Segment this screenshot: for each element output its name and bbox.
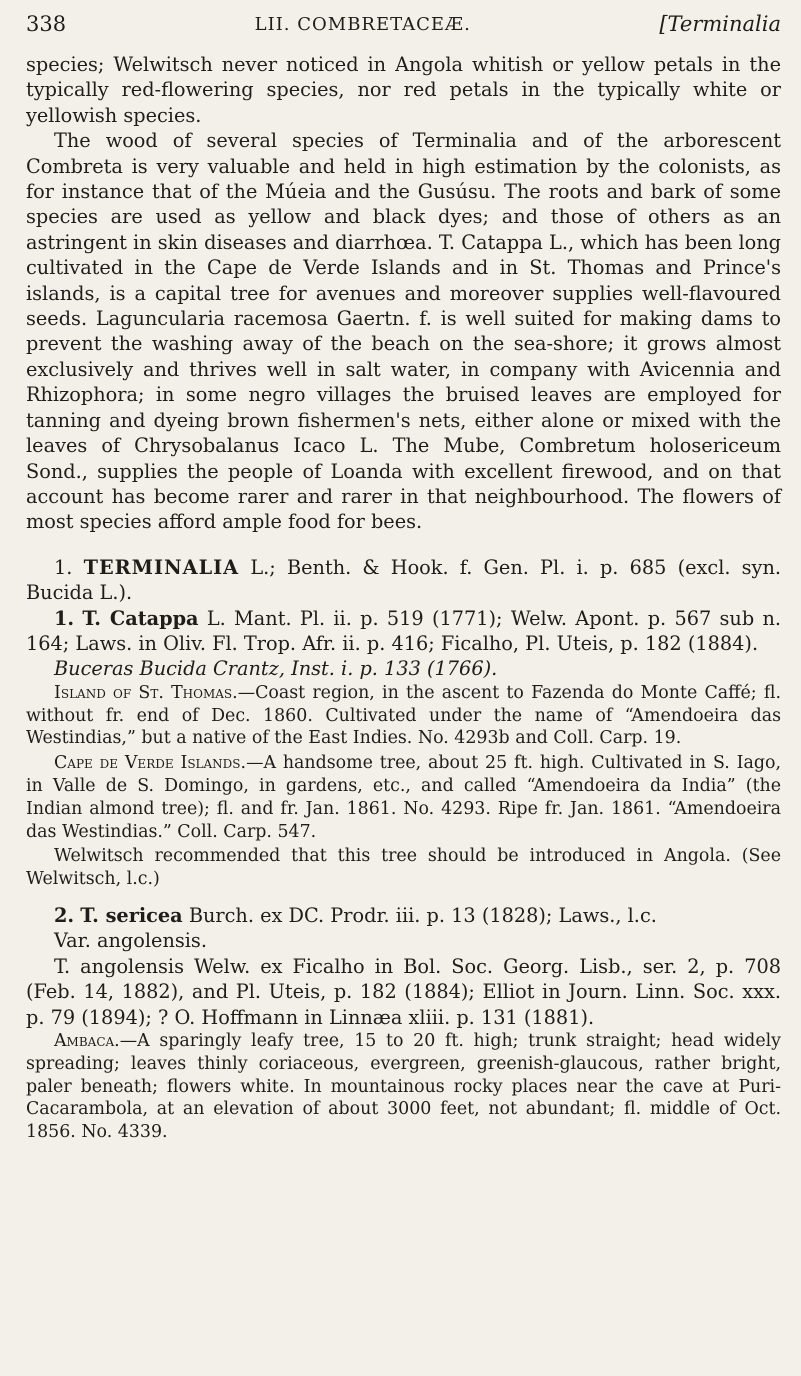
genus-number: 1. — [54, 555, 73, 579]
page-body — [26, 52, 781, 1146]
species-1-synonym: Buceras Bucida Crantz, Inst. i. p. 133 (1766). — [54, 657, 498, 681]
genus-name: TERMINALIA — [83, 555, 240, 579]
locality-label: Island of St. Thomas. — [54, 682, 238, 703]
locality-ambaca — [26, 1030, 781, 1144]
locality-text: —A sparingly leafy tree, 15 to 20 ft. high; trunk straight; head widely spreading; leaves thinly coriaceous, evergreen, greenish-glaucous, rather bright, paler beneath; flowers white. In mountainous rocky places near the cave at Puri-Cacarambola, at an elevation of about 3000 feet, not abundant; fl. middle of Oct. 1856. No. 4339. — [26, 1030, 781, 1143]
species-2-synonym: T. angolensis Welw. ex Ficalho in Bol. Soc. Georg. Lisb., ser. 2, p. 708 (Feb. 14, 1882), and Pl. Uteis, p. 182 (1884); Elliot in Journ. Linn. Soc. xxx. p. 79 (1894); ? O. Hoffmann in Linnæa xliii. p. 131 (1881). — [26, 954, 781, 1029]
species-1-heading — [26, 606, 781, 657]
locality-text: —Coast region, in the ascent to Fazenda do Monte Caffé; fl. without fr. end of Dec. 1860. Cultivated under the name of “Amendoeira das Westindias,” but a native of the East Indies. No. 4293b and Coll. Carp. 19. — [26, 682, 781, 749]
species-1-number: 1. — [54, 606, 75, 630]
page-header — [26, 2, 781, 46]
species-2-number: 2. — [54, 903, 75, 927]
running-genus: [Terminalia — [659, 12, 781, 36]
genus-entry — [26, 555, 781, 606]
species-2-citation: Burch. ex DC. Prodr. iii. p. 13 (1828); Laws., l.c. — [188, 903, 657, 927]
species-2-localities — [26, 1030, 781, 1144]
page-number: 338 — [26, 12, 67, 36]
locality-st-thomas — [26, 682, 781, 750]
species-1-citation: L. Mant. Pl. ii. p. 519 (1771); Welw. Apont. p. 567 sub n. 164; Laws. in Oliv. Fl. Trop. Afr. ii. p. 416; Ficalho, Pl. Uteis, p. 182 (1884). — [26, 606, 781, 655]
species-1-localities — [26, 682, 781, 891]
locality-label: Ambaca. — [54, 1030, 120, 1051]
species-2-heading — [26, 903, 781, 928]
locality-cape-verde — [26, 752, 781, 843]
locality-text: —A handsome tree, about 25 ft. high. Cultivated in S. Iago, in Valle de S. Domingo, in gardens, etc., and called “Amendoeira da India” (the Indian almond tree); fl. and fr. Jan. 1861. No. 4293. Ripe fr. Jan. 1861. “Amendoeira das Westindias.” Coll. Carp. 547. — [26, 753, 781, 842]
species-1-note: Welwitsch recommended that this tree should be introduced in Angola. (See Welwitsch, l.c.) — [26, 846, 781, 890]
locality-label: Cape de Verde Islands. — [54, 753, 247, 774]
intro-paragraph-2: The wood of several species of Terminalia and of the arborescent Combreta is very valuable and held in high estimation by the colonists, as for instance that of the Múeia and the Gusúsu. The roots and bark of some species are used as yellow and black dyes; and those of others as an astringent in skin diseases and diarrhœa. T. Catappa L., which has been long cultivated in the Cape de Verde Islands and in St. Thomas and Prince's islands, is a capital tree for avenues and moreover supplies well-flavoured seeds. Laguncularia racemosa Gaertn. f. is well suited for making dams to prevent the washing away of the beach on the sea-shore; it grows almost exclusively and thrives well in salt water, in company with Avicennia and Rhizophora; in some negro villages the bruised leaves are employed for tanning and dyeing brown fishermen's nets, either alone or mixed with the leaves of Chrysobalanus Icaco L. The Mube, Combretum holosericeum Sond., supplies the people of Loanda with excellent firewood, and on that account has become rarer and rarer in that neighbourhood. The flowers of most species afford ample food for bees. — [26, 129, 781, 534]
intro-paragraph-1: species; Welwitsch never noticed in Angola whitish or yellow petals in the typically red-flowering species, nor red petals in the typically white or yellowish species. — [26, 53, 781, 127]
species-1-name: T. Catappa — [82, 606, 199, 630]
species-2-name: T. sericea — [80, 903, 183, 927]
species-2-variety: Var. angolensis. — [54, 929, 207, 953]
section-title: LII. COMBRETACEÆ. — [254, 13, 471, 35]
genus-citation: L.; Benth. & Hook. f. Gen. Pl. i. p. 685 (excl. syn. Bucida L.). — [26, 555, 781, 605]
